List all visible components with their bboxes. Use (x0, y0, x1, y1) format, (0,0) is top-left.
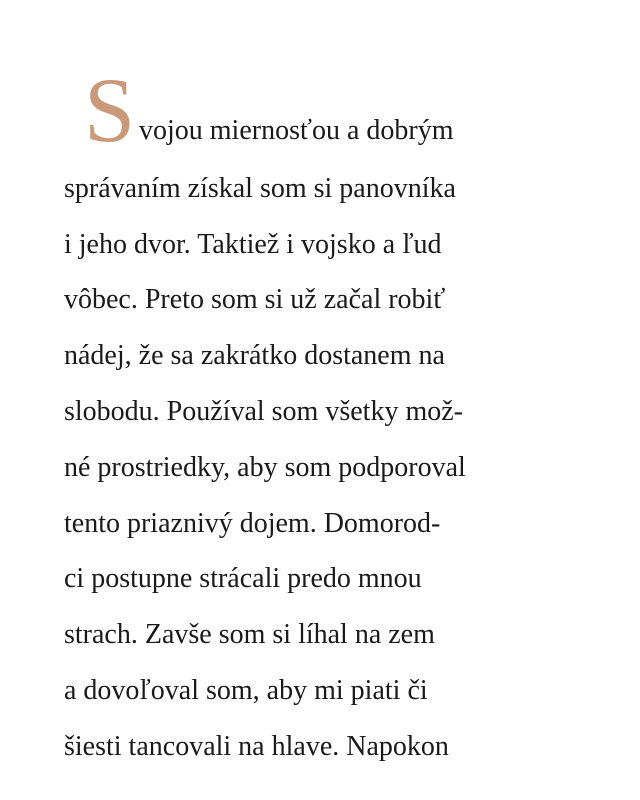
text-line: i jeho dvor. Taktiež i vojsko a ľud (64, 229, 442, 260)
text-line: šiesti tancovali na hlave. Napokon (64, 731, 449, 762)
text-line: vôbec. Preto som si už začal robiť (64, 284, 446, 315)
text-line: ci postupne strácali predo mnou (64, 563, 422, 594)
text-line: správaním získal som si panovníka (64, 173, 456, 204)
text-line: strach. Zavše som si líhal na zem (64, 619, 435, 650)
text-line: tento priaznivý dojem. Domorod- (64, 508, 441, 539)
drop-cap: S (84, 59, 136, 161)
text-line: slobodu. Používal som všetky mož- (64, 396, 463, 427)
text-line: a dovoľoval som, aby mi piati či (64, 675, 428, 706)
text-line: vojou miernosťou a dobrým (139, 115, 454, 146)
text-line: né prostriedky, aby som podporoval (64, 452, 466, 483)
text-line: nádej, že sa zakrátko dostanem na (64, 340, 445, 371)
